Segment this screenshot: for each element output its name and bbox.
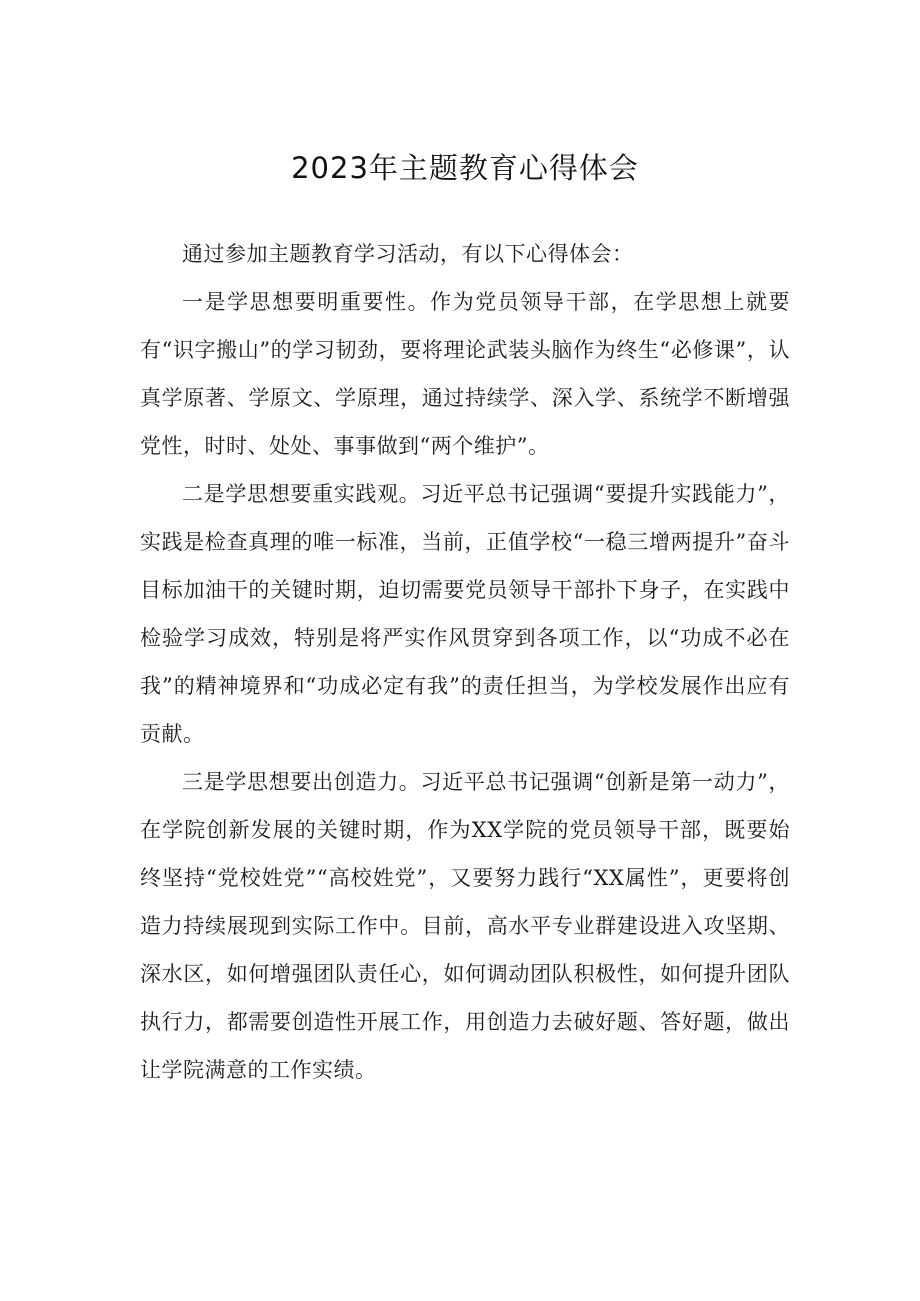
paragraph-point-two: 二是学思想要重实践观。习近平总书记强调“要提升实践能力”，实践是检查真理的唯一标准，当前，正值学校“一稳三增两提升”奋斗目标加油干的关键时期，迫切需要党员领导干部扑下身子，在实践中检验学习成效，特别是将严实作风贯穿到各项工作，以“功成不必在我”的精神境界和“功成必定有我”的责任担当，为学校发展作出应有贡献。 — [140, 482, 790, 746]
document-body — [140, 230, 790, 1094]
document-title: 2023年主题教育心得体会 — [291, 151, 639, 185]
paragraph-point-three: 三是学思想要出创造力。习近平总书记强调“创新是第一动力”，在学院创新发展的关键时期，作为XX学院的党员领导干部，既要始终坚持“党校姓党”“高校姓党”，又要努力践行“XX属性”，更要将创造力持续展现到实际工作中。目前，高水平专业群建设进入攻坚期、深水区，如何增强团队责任心，如何调动团队积极性，如何提升团队执行力，都需要创造性开展工作，用创造力去破好题、答好题，做出让学院满意的工作实绩。 — [140, 770, 790, 1082]
paragraph-intro: 通过参加主题教育学习活动，有以下心得体会： — [182, 242, 634, 266]
paragraph-point-one: 一是学思想要明重要性。作为党员领导干部，在学思想上就要有“识字搬山”的学习韧劲，要将理论武装头脑作为终生“必修课”，认真学原著、学原文、学原理，通过持续学、深入学、系统学不断增强党性，时时、处处、事事做到“两个维护”。 — [140, 290, 790, 458]
